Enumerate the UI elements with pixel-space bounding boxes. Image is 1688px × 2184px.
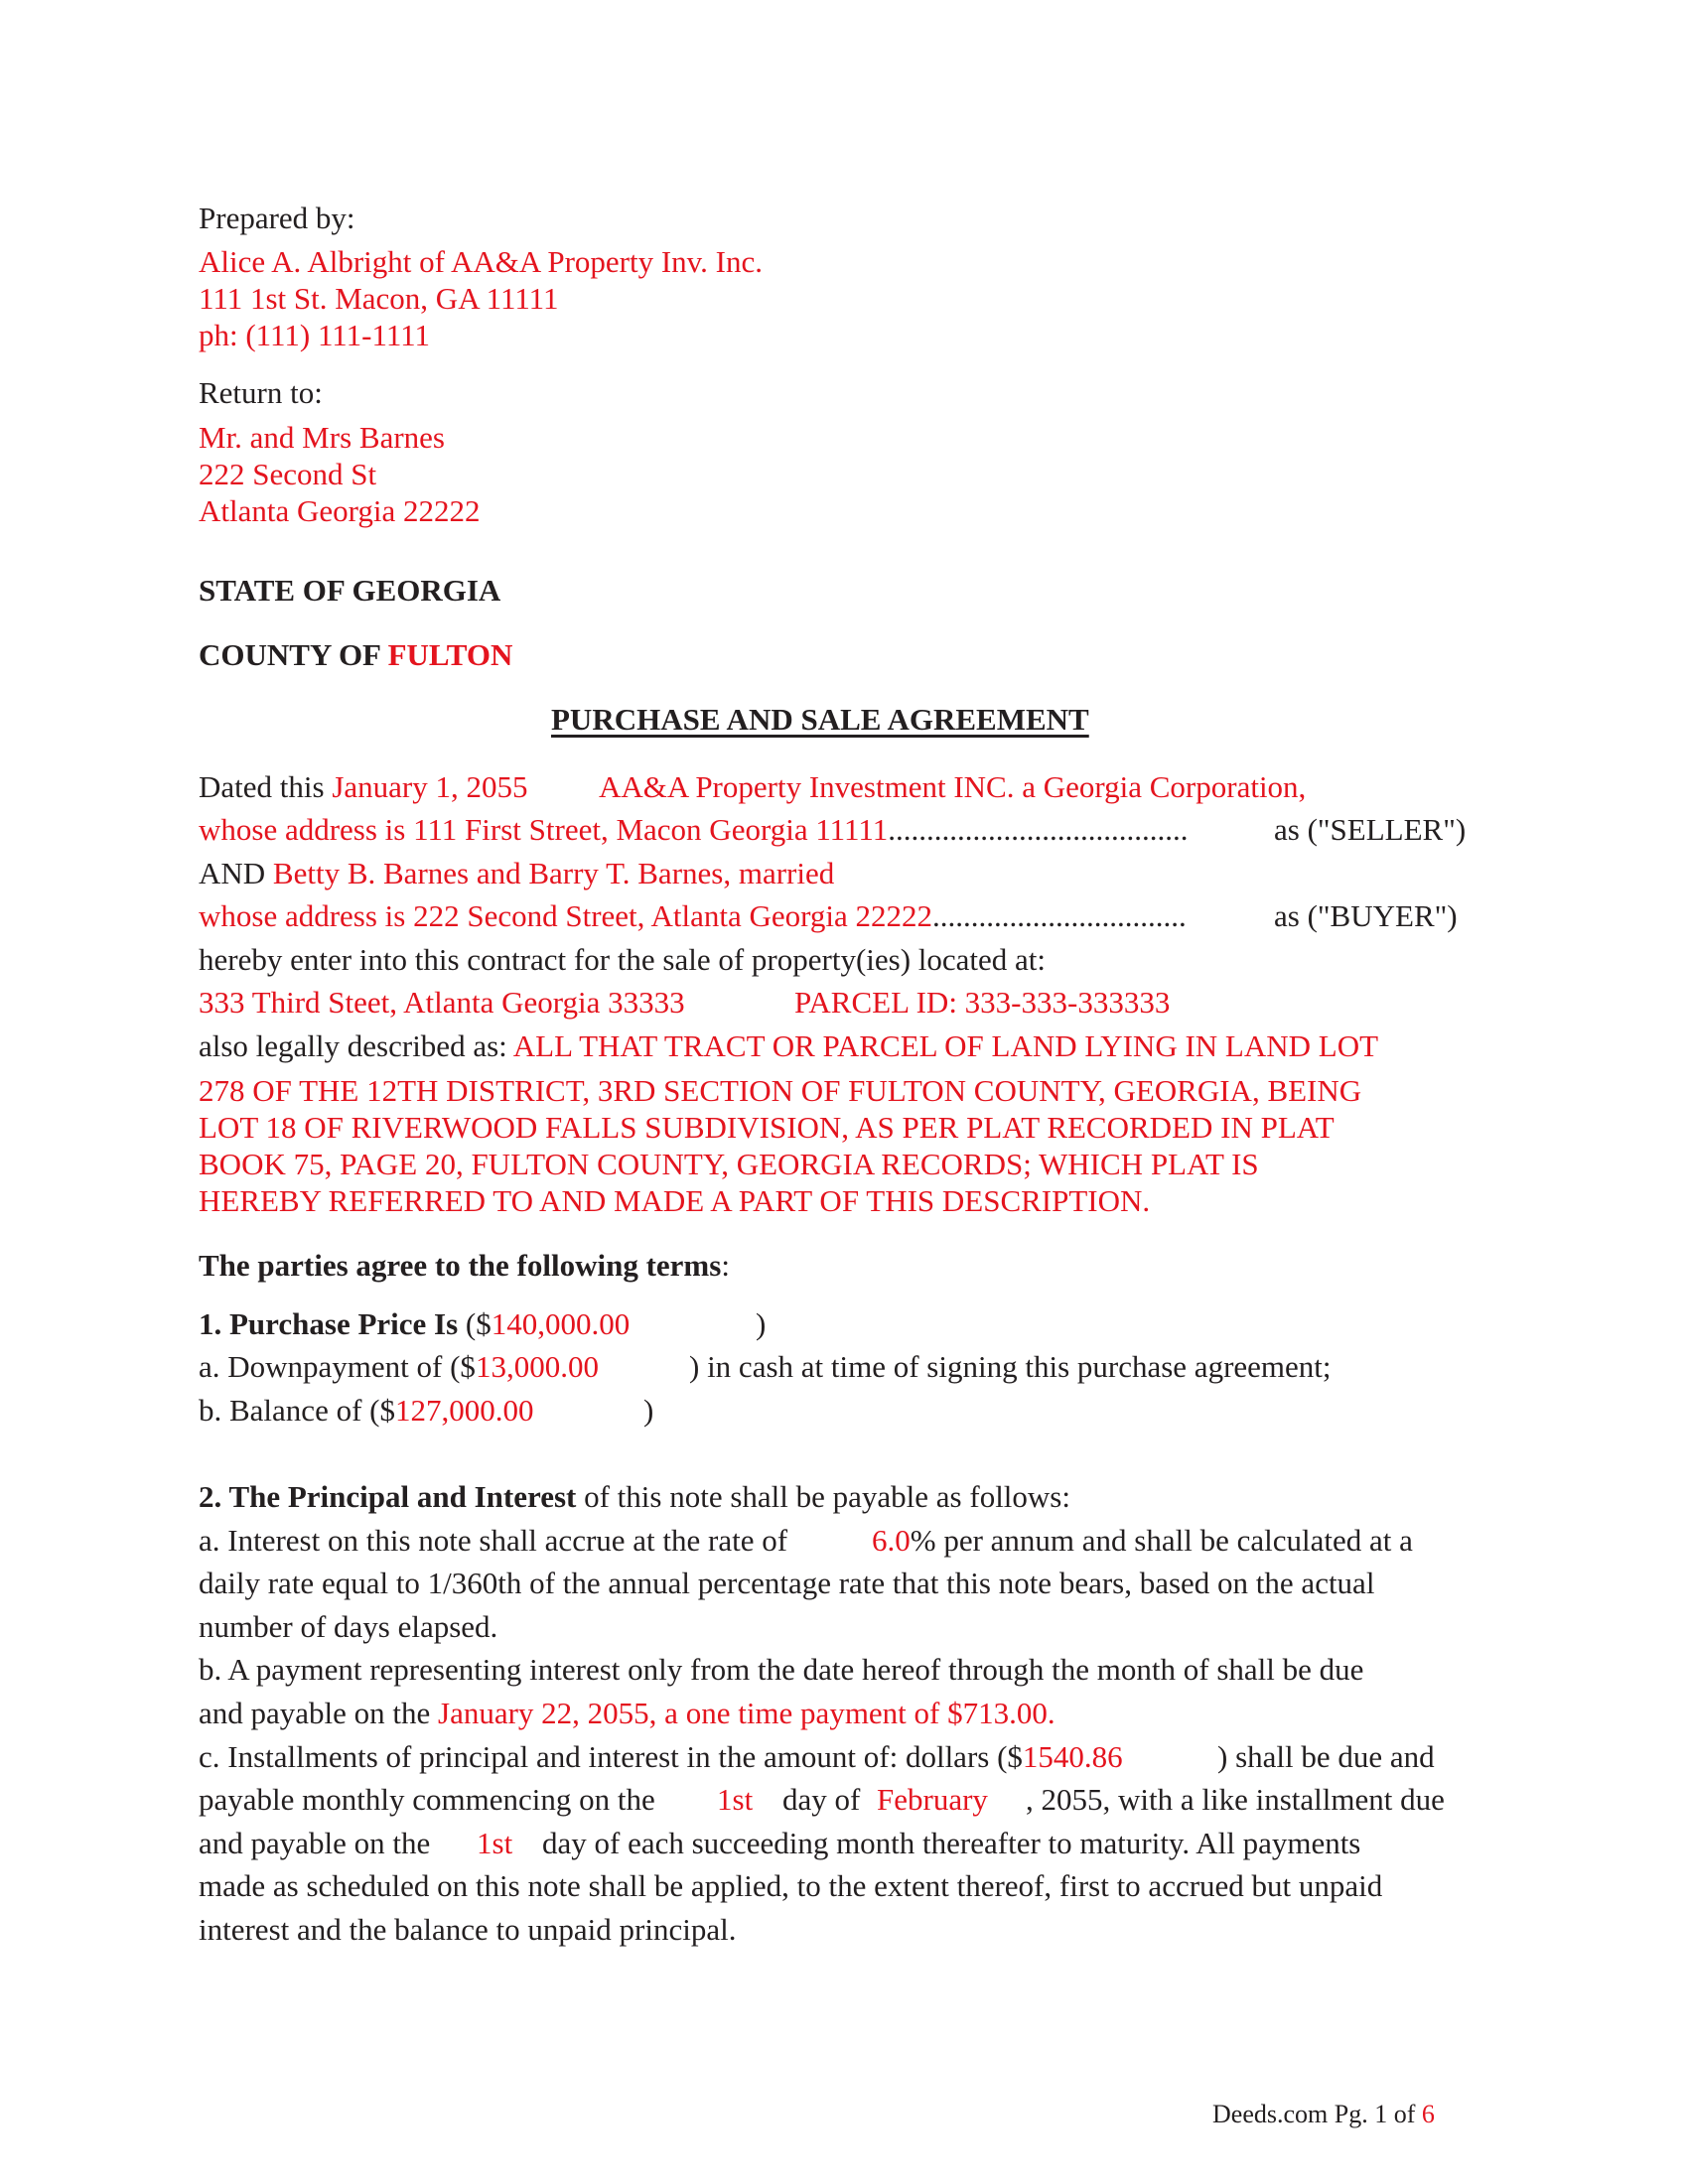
return-to-label: Return to: <box>199 375 323 410</box>
downpayment-line <box>199 1349 599 1385</box>
price-item-number: 1 <box>199 1306 214 1341</box>
page-footer <box>1212 2100 1435 2129</box>
interest-a-line1: a. Interest on this note shall accrue at the rate of <box>199 1523 788 1558</box>
interest-heading-bold: 2. The Principal and Interest <box>199 1479 577 1514</box>
and-label: AND <box>199 856 273 890</box>
property-address: 333 Third Steet, Atlanta Georgia 33333 <box>199 985 685 1020</box>
legal-description-line1 <box>199 1028 1378 1064</box>
price-open: ($ <box>458 1306 492 1341</box>
parcel-id: PARCEL ID: 333-333-333333 <box>794 985 1171 1020</box>
preparer-address: 111 1st St. Macon, GA 11111 <box>199 281 559 316</box>
legal-label: also legally described as: <box>199 1028 513 1063</box>
balance-line <box>199 1393 533 1429</box>
purchase-price-value: 140,000.00 <box>491 1306 631 1341</box>
contract-text: hereby enter into this contract for the sale of property(ies) located at: <box>199 942 1047 977</box>
balance-label: b. Balance of ($ <box>199 1393 395 1428</box>
installment-line5: interest and the balance to unpaid principal. <box>199 1912 737 1947</box>
downpayment-value: 13,000.00 <box>475 1349 599 1384</box>
terms-heading-colon: : <box>721 1248 730 1283</box>
seller-dots: ....................................... <box>888 812 1189 847</box>
document-title: PURCHASE AND SALE AGREEMENT <box>551 702 1089 737</box>
balance-value: 127,000.00 <box>394 1393 534 1428</box>
interest-rate-line <box>872 1523 1413 1559</box>
dated-label: Dated this <box>199 769 333 804</box>
interest-heading-rest: of this note shall be payable as follows: <box>576 1479 1070 1514</box>
legal-text-3: LOT 18 OF RIVERWOOD FALLS SUBDIVISION, AS PER PLAT RECORDED IN PLAT <box>199 1110 1335 1145</box>
installment-start-day: 1st <box>717 1782 754 1817</box>
preparer-name: Alice A. Albright of AA&A Property Inv. Inc. <box>199 244 763 279</box>
county-heading <box>199 637 512 673</box>
buyer-role: as ("BUYER") <box>1274 898 1458 933</box>
downpayment-after: ) in cash at time of signing this purchase agreement; <box>689 1349 1332 1384</box>
agreement-date: January 1, 2055 <box>332 769 528 804</box>
buyer-address-line <box>199 898 1187 934</box>
price-label: . Purchase Price Is <box>213 1306 459 1341</box>
interest-rate: 6.0 <box>872 1523 911 1558</box>
county-value: FULTON <box>387 637 513 672</box>
legal-text-4: BOOK 75, PAGE 20, FULTON COUNTY, GEORGIA RECORDS; WHICH PLAT IS <box>199 1147 1259 1181</box>
installment-day-of: day of <box>782 1782 861 1817</box>
interest-heading <box>199 1479 1070 1515</box>
seller-address-line <box>199 812 1188 848</box>
terms-heading <box>199 1248 730 1284</box>
installment-line3-end: day of each succeeding month thereafter to maturity. All payments <box>542 1826 1361 1860</box>
interest-a-line3: number of days elapsed. <box>199 1609 498 1644</box>
county-label: COUNTY OF <box>199 637 388 672</box>
legal-text-2: 278 OF THE 12TH DISTRICT, 3RD SECTION OF FULTON COUNTY, GEORGIA, BEING <box>199 1073 1362 1108</box>
preparer-block <box>199 243 763 353</box>
installment-line1-end: ) shall be due and <box>1217 1739 1435 1774</box>
interest-b-label: and payable on the <box>199 1696 431 1730</box>
preparer-phone: ph: (111) 111-1111 <box>199 318 431 352</box>
terms-heading-text: The parties agree to the following terms <box>199 1248 722 1283</box>
installment-text: c. Installments of principal and interest in the amount of: dollars ($ <box>199 1739 1023 1774</box>
seller-name: AA&A Property Investment INC. a Georgia Corporation, <box>599 769 1307 804</box>
return-to-name: Mr. and Mrs Barnes <box>199 420 445 455</box>
buyer-dots: ................................. <box>932 898 1187 933</box>
return-to-block <box>199 419 481 529</box>
installment-amount: 1540.86 <box>1022 1739 1123 1774</box>
legal-description-block <box>199 1072 1361 1219</box>
installment-line3: and payable on the <box>199 1826 431 1860</box>
buyer-name: Betty B. Barnes and Barry T. Barnes, married <box>272 856 835 890</box>
installment-recurring-day: 1st <box>477 1826 513 1860</box>
prepared-by-label: Prepared by: <box>199 201 355 235</box>
interest-b-line2 <box>199 1696 1055 1731</box>
installment-start-month: February <box>877 1782 988 1817</box>
footer-total-pages: 6 <box>1421 2100 1435 2128</box>
interest-b-line1: b. A payment representing interest only from the date hereof through the month of shall be due <box>199 1652 1364 1687</box>
buyer-line <box>199 856 834 891</box>
balance-close: ) <box>643 1393 654 1428</box>
installment-line2: payable monthly commencing on the <box>199 1782 655 1817</box>
downpayment-label: a. Downpayment of ($ <box>199 1349 476 1384</box>
interest-a-line2: daily rate equal to 1/360th of the annual percentage rate that this note bears, based on the actual <box>199 1566 1375 1600</box>
purchase-price-line <box>199 1306 630 1342</box>
price-close: ) <box>756 1306 767 1341</box>
installment-line1 <box>199 1739 1123 1775</box>
return-to-city: Atlanta Georgia 22222 <box>199 493 481 528</box>
seller-address: whose address is 111 First Street, Macon Georgia 11111 <box>199 812 889 847</box>
dated-line <box>199 769 527 805</box>
legal-text-1: ALL THAT TRACT OR PARCEL OF LAND LYING IN LAND LOT <box>512 1028 1379 1063</box>
footer-text: Deeds.com Pg. 1 of <box>1212 2100 1422 2128</box>
state-heading: STATE OF GEORGIA <box>199 573 501 608</box>
buyer-address: whose address is 222 Second Street, Atlanta Georgia 22222 <box>199 898 932 933</box>
legal-text-5: HEREBY REFERRED TO AND MADE A PART OF THIS DESCRIPTION. <box>199 1183 1151 1218</box>
seller-role: as ("SELLER") <box>1274 812 1467 847</box>
installment-line4: made as scheduled on this note shall be applied, to the extent thereof, first to accrued but unpaid <box>199 1868 1383 1903</box>
return-to-street: 222 Second St <box>199 457 377 491</box>
interest-rate-rest: % per annum and shall be calculated at a <box>910 1523 1413 1558</box>
installment-year: , 2055, with a like installment due <box>1026 1782 1445 1817</box>
interest-only-payment: January 22, 2055, a one time payment of $713.00. <box>438 1696 1055 1730</box>
